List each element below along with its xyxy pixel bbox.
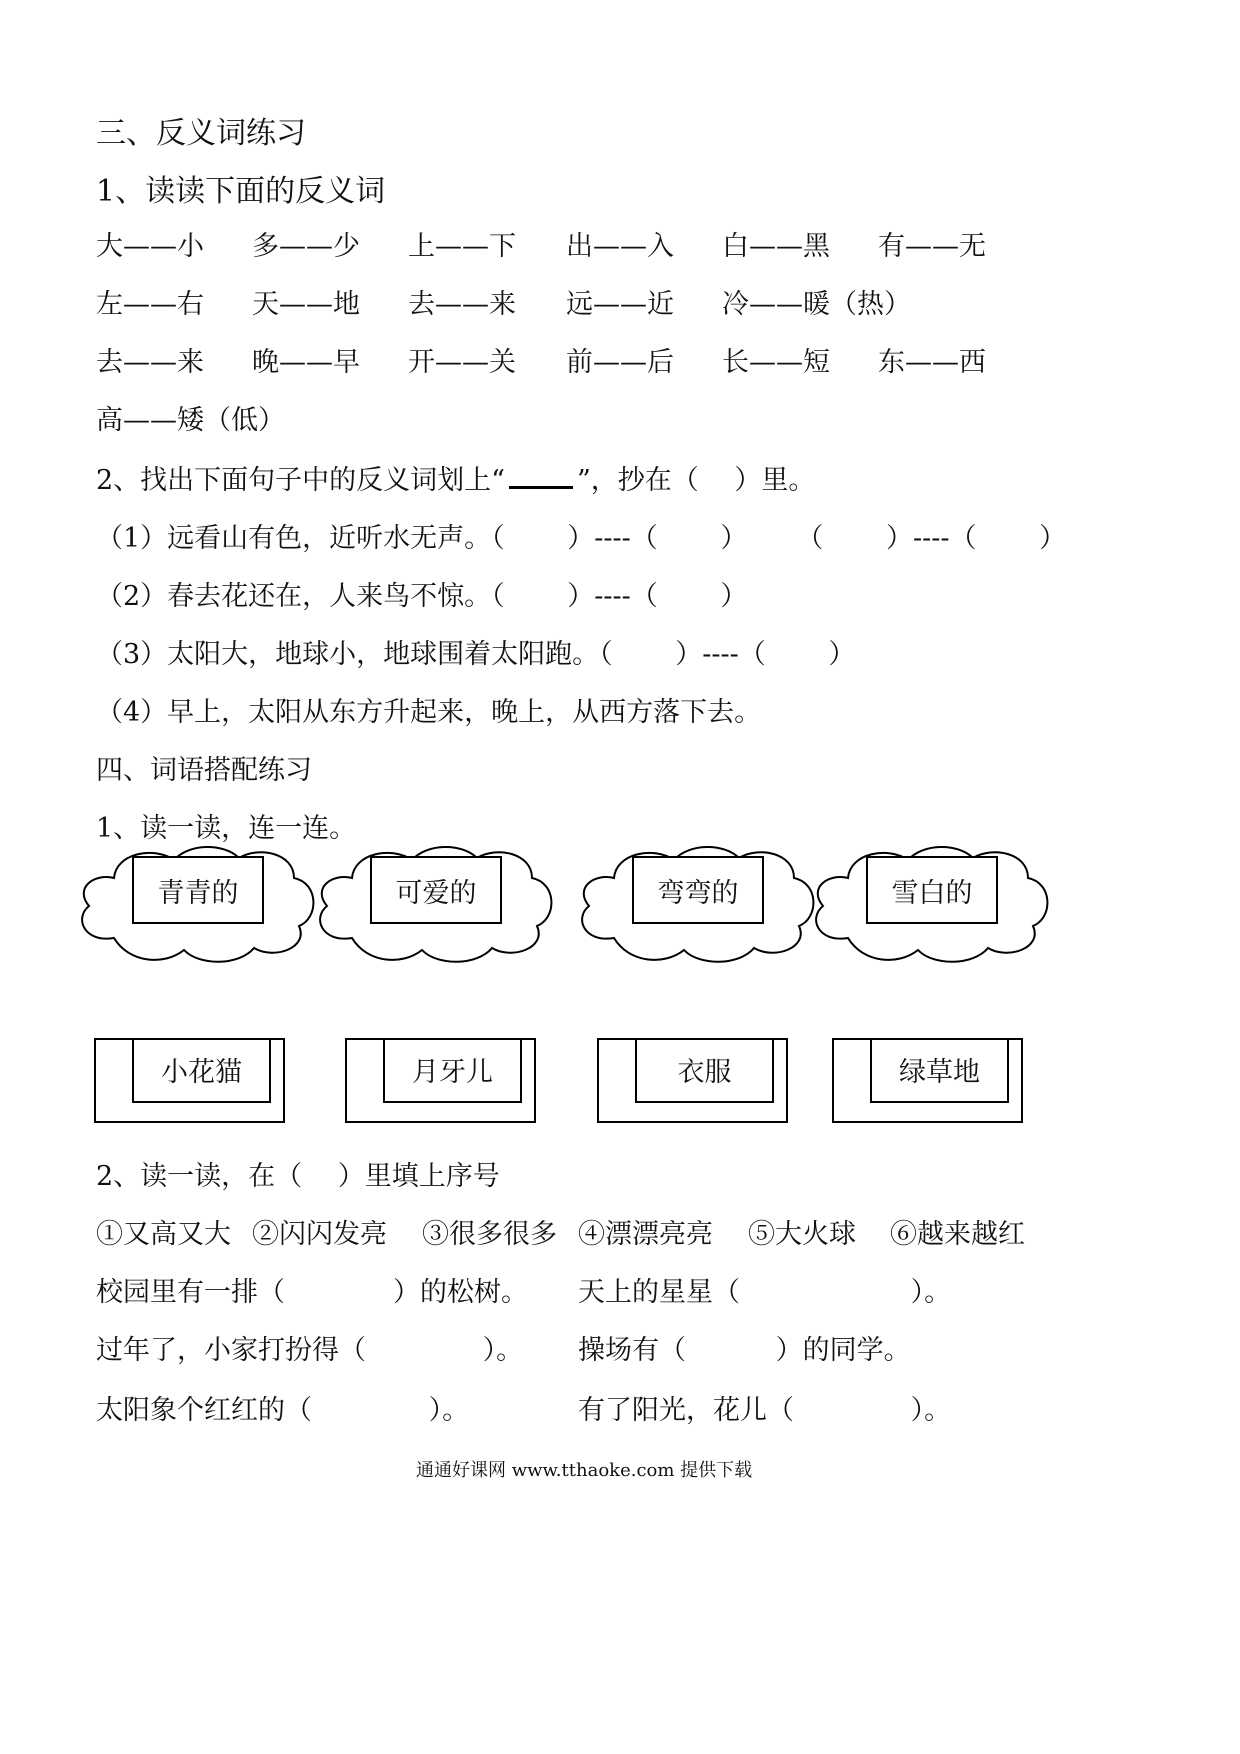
antonym-pair: 左——右: [96, 289, 204, 320]
footer-credit: 通通好课网 www.tthaoke.com 提供下载: [416, 1460, 753, 1481]
sentence-4: （4）早上，太阳从东方升起来，晚上，从西方落下去。: [96, 697, 762, 728]
option-3: ③很多很多: [422, 1219, 557, 1250]
noun-word: 小花猫: [132, 1038, 271, 1103]
option-6: ⑥越来越红: [890, 1219, 1025, 1250]
option-2: ②闪闪发亮: [252, 1219, 387, 1250]
noun-box-3: [597, 1038, 788, 1123]
antonym-pair: 去——来: [96, 347, 204, 378]
option-5: ⑤大火球: [748, 1219, 856, 1250]
noun-word: 绿草地: [870, 1038, 1009, 1103]
noun-box-1: [94, 1038, 285, 1123]
sentence-1: （1）远看山有色，近听水无声。（ ）----（ ） （ ）----（ ）: [96, 523, 1067, 554]
antonym-pair: 冷——暖（热）: [722, 289, 911, 320]
antonym-pair: 长——短: [722, 347, 830, 378]
question-2-text-a: 2、找出下面句子中的反义词划上“: [96, 465, 505, 496]
antonym-pair: 去——来: [408, 289, 516, 320]
cloud-word: 青青的: [132, 856, 264, 924]
section4-question-2: 2、读一读，在（ ）里填上序号: [96, 1161, 500, 1192]
option-1: ①又高又大: [96, 1219, 231, 1250]
antonym-pair: 东——西: [878, 347, 986, 378]
fill-sentence-2b: 操场有（ ）的同学。: [578, 1335, 911, 1366]
noun-word: 月牙儿: [383, 1038, 522, 1103]
cloud-adjective-4: [808, 838, 1053, 968]
antonym-pair: 远——近: [566, 289, 674, 320]
antonym-pair: 天——地: [252, 289, 360, 320]
fill-sentence-1b: 天上的星星（ ）。: [578, 1277, 952, 1308]
antonym-pair: 多——少: [252, 231, 360, 262]
noun-box-4: [832, 1038, 1023, 1123]
antonym-pair: 有——无: [878, 231, 986, 262]
option-4: ④漂漂亮亮: [578, 1219, 713, 1250]
section4-question-1: 1、读一读，连一连。: [96, 813, 357, 844]
antonym-pair: 出——入: [566, 231, 674, 262]
antonym-pair: 大——小: [96, 231, 204, 262]
fill-sentence-3a: 太阳象个红红的（ ）。: [96, 1395, 470, 1426]
noun-box-2: [345, 1038, 536, 1123]
cloud-adjective-2: [312, 838, 557, 968]
fill-sentence-3b: 有了阳光，花儿（ ）。: [578, 1395, 952, 1426]
cloud-adjective-3: [574, 838, 819, 968]
cloud-word: 雪白的: [866, 856, 998, 924]
section4-title: 四、词语搭配练习: [96, 755, 312, 786]
antonym-pair: 前——后: [566, 347, 674, 378]
section3-title: 三、反义词练习: [96, 116, 306, 151]
antonym-pair: 高——矮（低）: [96, 405, 285, 436]
cloud-adjective-1: [74, 838, 319, 968]
sentence-3: （3）太阳大，地球小，地球围着太阳跑。（ ）----（ ）: [96, 639, 856, 670]
question-1-heading: 1、读读下面的反义词: [96, 174, 386, 209]
fill-sentence-2a: 过年了，小家打扮得（ ）。: [96, 1335, 524, 1366]
antonym-pair: 上——下: [408, 231, 516, 262]
underline-sample: [509, 486, 573, 489]
cloud-word: 可爱的: [370, 856, 502, 924]
sentence-2: （2）春去花还在，人来鸟不惊。（ ）----（ ）: [96, 581, 748, 612]
noun-word: 衣服: [635, 1038, 774, 1103]
question-2-text-b: ”，抄在（ ）里。: [576, 465, 816, 496]
fill-sentence-1a: 校园里有一排（ ）的松树。: [96, 1277, 528, 1308]
antonym-pair: 开——关: [408, 347, 516, 378]
antonym-pair: 白——黑: [722, 231, 830, 262]
antonym-pair: 晚——早: [252, 347, 360, 378]
cloud-word: 弯弯的: [632, 856, 764, 924]
question-2-heading: [96, 458, 815, 497]
